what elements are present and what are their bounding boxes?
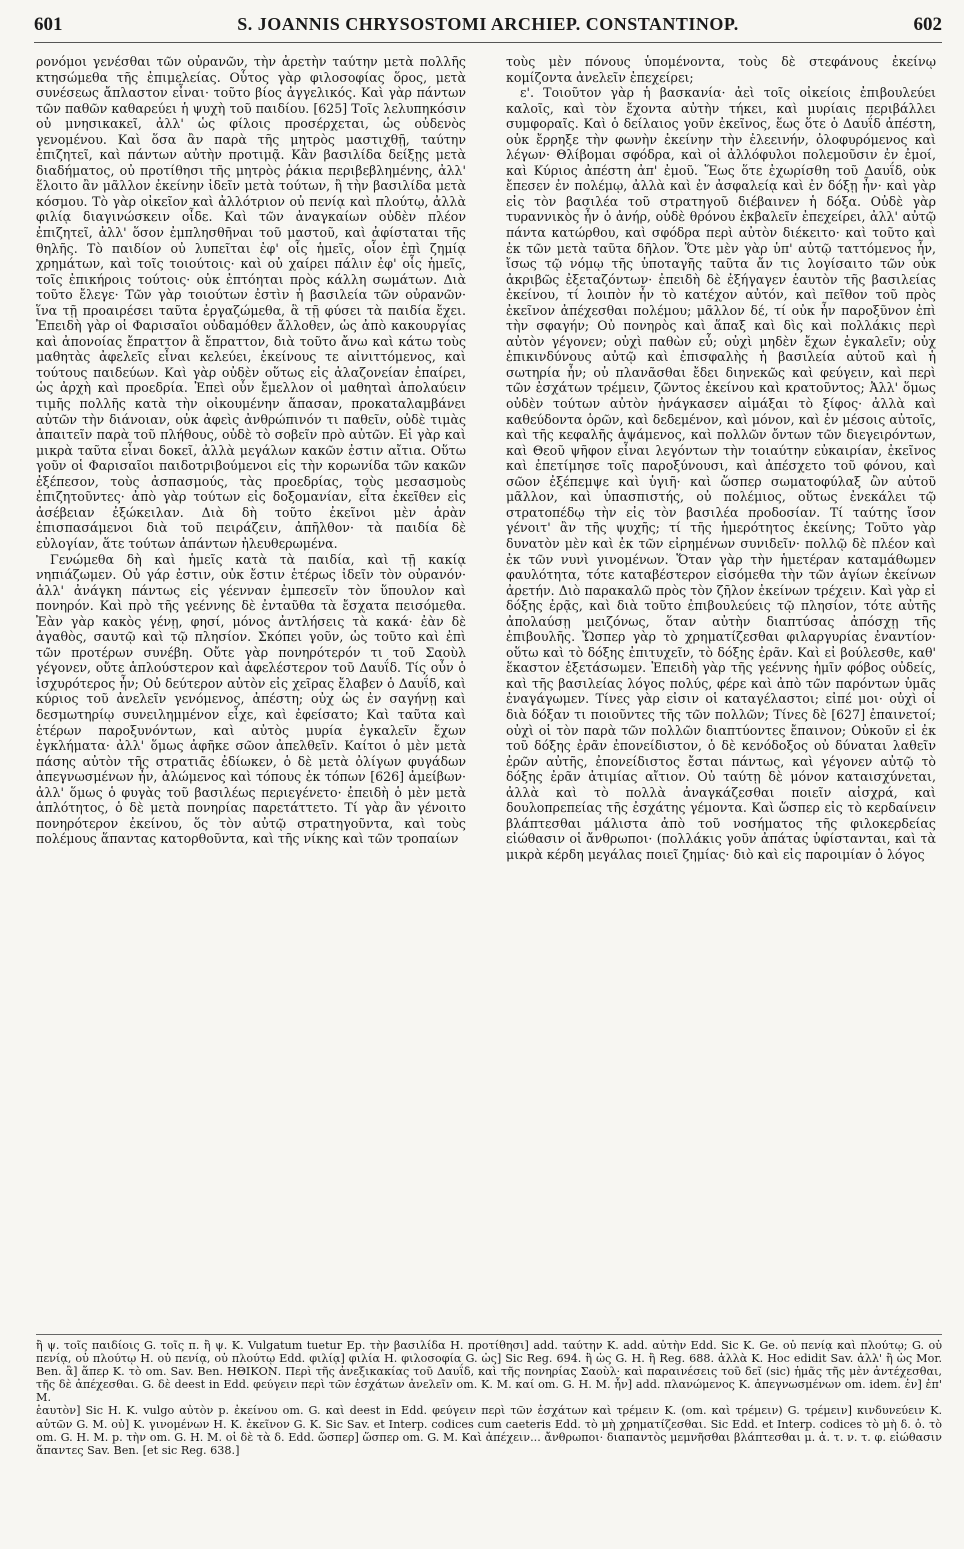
footnote-block-2: ἑαυτὸν] Sic H. K. vulgo αὐτὸν p. ἐκείνου om. G. καὶ deest in Edd. φεύγειν περὶ τῶν ἐσχάτων καὶ τρέμειν K. (om. καὶ τρέμειν) G. τρέμειν] κινδυνεύειν K. αὐτῶν G. M. οὐ] K. γινομένων H. K. ἐκεῖνον G. K. Sic Sav. et Interp. codices cum caeteris Edd. τὸ μὴ χρηματίζεσθαι. Sic Edd. et Interp. codices τὸ μὴ δ. ὁ. τὸ om. G. H. M. p. τὴν om. G. H. M. οἱ δὲ τὰ δ. Edd. ὥσπερ] ὥσπερ om. G. M. Καὶ ἀπέχειν... ἄνθρωποι· διαπαντὸς μεμνῆσθαι βλάπτεσθαι μ. ἀ. τ. ν. τ. φ. εἰώθασιν ἅπαντες Sav. Ben. [et sic Reg. 638.] [36, 1404, 942, 1457]
footnotes [36, 1334, 942, 1457]
page-number-left: 601 [34, 14, 63, 35]
right-paragraph-2: ε'. Τοιοῦτον γὰρ ἡ βασκανία· ἀεὶ τοῖς οἰκείοις ἐπιβουλεύει καλοῖς, καὶ τὸν ἔχοντα αὐτὴν τήκει, καὶ μυρίαις περιβάλλει συμφοραῖς. Καὶ ὁ δείλαιος γοῦν ἐκεῖνος, ἕως ὅτε ὁ Δαυΐδ ἀπέστη, οὐκ ἔρρηξε τὴν φωνὴν ἐκείνην τὴν ἐλεεινήν, ὀλοφυρόμενος καὶ λέγων· Θλίβομαι σφόδρα, καὶ οἱ ἀλλόφυλοι πολεμοῦσιν ἐν ἐμοί, καὶ Κύριος ἀπέστη ἀπ' ἐμοῦ. Ἕως ὅτε ἐχωρίσθη τοῦ Δαυΐδ, οὐκ ἔπεσεν ἐν πολέμῳ, ἀλλὰ καὶ ἐν ἀσφαλείᾳ καὶ ἐν δόξῃ ἦν· καὶ γὰρ εἰς τὸν βασιλέα τοῦ στρατηγοῦ διέβαινεν ἡ δόξα. Οὐδὲ γὰρ τυραννικὸς ἦν ὁ ἀνήρ, οὐδὲ θρόνου ἐκβαλεῖν ἐπεχείρει, ἀλλ' αὐτῷ πάντα κατώρθου, καὶ σφόδρα περὶ αὐτὸν διέκειτο· καὶ τοῦτο καὶ ἐκ τῶν μετὰ ταῦτα δῆλον. Ὅτε μὲν γὰρ ὑπ' αὐτῷ ταττόμενος ἦν, ἴσως τῷ νόμῳ τῆς ὑποταγῆς ταῦτα ἄν τις λογίσαιτο τῶν οὐκ ἀκριβῶς ἐξεταζόντων· ἐπειδὴ δὲ ἐξήγαγεν ἑαυτὸν τῆς βασιλείας ἐκείνου, τί λοιπὸν ἦν τὸ κατέχον αὐτόν, καὶ πεῖθον τοῦ πρὸς ἐκεῖνον ἀπέχεσθαι πολέμου; μᾶλλον δέ, τί οὐκ ἦν παροξῦνον ἐπὶ τὴν σφαγήν; Οὐ πονηρὸς καὶ ἅπαξ καὶ δὶς καὶ πολλάκις περὶ αὐτὸν γέγονεν; οὐχὶ παθὼν εὖ; οὐχὶ μηδὲν ἔχων ἐγκαλεῖν; οὐχ ἐπικινδύνους αὐτῷ καὶ ἐπισφαλὴς ἡ βασιλεία αὐτοῦ καὶ ἡ σωτηρία ἦν; οὐ πλανᾶσθαι ἔδει διηνεκῶς καὶ φεύγειν, καὶ περὶ τῶν ἐσχάτων τρέμειν, ζῶντος ἐκείνου καὶ κρατοῦντος; Ἀλλ' ὅμως οὐδὲν τούτων αὐτὸν ἠνάγκασεν αἱμάξαι τὸ ξίφος· ἀλλὰ καὶ καθεύδοντα ὁρῶν, καὶ δεδεμένον, καὶ μόνον, καὶ ἐν μέσοις αὐτοῖς, καὶ τῆς κεφαλῆς ἁψάμενος, καὶ πολλῶν ὄντων τῶν διεγειρόντων, καὶ Θεοῦ ψῆφον εἶναι λεγόντων τὴν τοιαύτην εὐκαιρίαν, ἐκεῖνος καὶ ἐπετίμησε τοῖς παροξύνουσι, καὶ ἀπέσχετο τοῦ φόνου, καὶ σῶον ἐξέπεμψε καὶ ὑγιῆ· καὶ ὥσπερ σωματοφύλαξ ὢν αὐτοῦ μᾶλλον, καὶ ὑπασπιστής, οὐ πολέμιος, οὕτως ἐνεκάλει τῷ στρατοπέδῳ τὴν εἰς τὸν βασιλέα προδοσίαν. Τί ταύτης ἴσον γένοιτ' ἂν τῆς ψυχῆς; τί τῆς ἡμερότητος ἐκείνης; Τοῦτο γὰρ δυνατὸν μὲν καὶ ἐκ τῶν εἰρημένων συνιδεῖν· πολλῷ δὲ πλέον καὶ ἐκ τῶν νυνὶ γινομένων. Ὅταν γὰρ τὴν ἡμετέραν καταμάθωμεν φαυλότητα, τότε καταβέστερον εἰσόμεθα τὴν τῶν ἁγίων ἐκείνων ἀρετήν. Διὸ παρακαλῶ πρὸς τὸν ζῆλον ἐκείνων τρέχειν. Καὶ γὰρ εἰ δόξης ἐρᾷς, καὶ διὰ τοῦτο ἐπιβουλεύεις τῷ πλησίον, τότε αὐτῆς ἀπολαύσῃ μειζόνως, ὅταν αὐτὴν διαπτύσας ἀπόσχῃ τῆς ἐπιβουλῆς. Ὥσπερ γὰρ τὸ χρηματίζεσθαι φιλαργυρίας ἐναντίον· οὕτω καὶ τὸ δόξης ἐπιτυχεῖν, τὸ δόξης ἐρᾶν. Καὶ εἰ βούλεσθε, καθ' ἕκαστον ἐξετάσωμεν. Ἐπειδὴ γὰρ τῆς γεέννης ἡμῖν φόβος οὐδείς, καὶ τῆς βασιλείας λόγος πολύς, φέρε καὶ ἀπὸ τῶν παρόντων ὑμᾶς ἐναγάγωμεν. Τίνες γὰρ εἰσιν οἱ καταγέλαστοι; εἰπέ μοι· οὐχὶ οἱ διὰ δόξαν τι ποιοῦντες τῆς τῶν πολλῶν; Τίνες δὲ [627] ἐπαινετοί; οὐχὶ οἱ τὸν παρὰ τῶν πολλῶν διαπτύοντες ἔπαινον; Οὐκοῦν εἰ ἐκ τοῦ δόξης ἐρᾶν ἐπονείδιστον, ὁ δὲ κενόδοξος οὐ δύναται λαθεῖν ἐρῶν αὐτῆς, ἐπονείδιστος ἔσται πάντως, καὶ γέγονεν αὐτῷ τὸ δόξης ἐρᾶν ἀτιμίας αἴτιον. Οὐ ταύτῃ δὲ μόνον καταισχύνεται, ἀλλὰ καὶ τὸ πολλὰ ἀναγκάζεσθαι ποιεῖν αἰσχρά, καὶ δουλοπρεπείας τῆς ἐσχάτης γέμοντα. Καὶ ὥσπερ εἰς τὸ κερδαίνειν βλάπτεσθαι μάλιστα ἀπὸ τοῦ νοσήματος τῆς φιλοκερδείας εἰώθασιν οἱ ἄνθρωποι· (πολλάκις γοῦν ἀπάτας ὑφίστανται, καὶ τὰ μικρὰ κέρδη μεγάλας ποιεῖ ζημίας· διὸ καὶ εἰς παροιμίαν ὁ λόγος [506, 85, 936, 862]
left-paragraph-1: ρονόμοι γενέσθαι τῶν οὐρανῶν, τὴν ἀρετὴν ταύτην μετὰ πολλῆς κτησώμεθα τῆς ἐπιμελείας. Οὗτος γὰρ φιλοσοφίας ὅρος, μετὰ συνέσεως ἄπλαστον εἶναι· τοῦτο βίος ἀγγελικός. Καὶ γὰρ πάντων τῶν παθῶν καθαρεύει ἡ ψυχὴ τοῦ παιδίου. [625] Τοῖς λελυπηκόσιν οὐ μνησικακεῖ, ἀλλ' ὡς φίλοις προσέρχεται, ὡς οὐδενὸς γενομένου. Καὶ ὅσα ἂν παρὰ τῆς μητρὸς μαστιχθῇ, ταύτην ἐπιζητεῖ, καὶ πάντων αὐτὴν προτιμᾷ. Κἂν βασιλίδα δείξῃς μετὰ διαδήματος, οὐ προτίθησι τῆς μητρὸς ῥάκια περιβεβλημένης, ἀλλ' ἕλοιτο ἂν μᾶλλον ἐκείνην ἰδεῖν μετὰ τούτων, ἢ τὴν βασιλίδα μετὰ κόσμου. Τὸ γὰρ οἰκεῖον καὶ ἀλλότριον οὐ πενίᾳ καὶ πλούτῳ, ἀλλὰ φιλίᾳ διαγινώσκειν οἶδε. Καὶ τῶν ἀναγκαίων οὐδὲν πλέον ἐπιζητεῖ, ἀλλ' ὅσον ἐμπλησθῆναι τοῦ μαστοῦ, καὶ ἀφίσταται τῆς θηλῆς. Τὸ παιδίον οὐ λυπεῖται ἐφ' οἷς ἡμεῖς, οἷον ἐπὶ ζημίᾳ χρημάτων, καὶ τοῖς τοιούτοις· καὶ οὐ χαίρει πάλιν ἐφ' οἷς ἡμεῖς, τοῖς ἐπικήροις τούτοις· οὐκ ἐπτόηται πρὸς κάλλη σωμάτων. Διὰ τοῦτο ἔλεγε· Τῶν γὰρ τοιούτων ἐστὶν ἡ βασιλεία τῶν οὐρανῶν· ἵνα τῇ προαιρέσει ταῦτα ἐργαζώμεθα, ἃ τῇ φύσει τὰ παιδία ἔχει. Ἐπειδὴ γὰρ οἱ Φαρισαῖοι οὐδαμόθεν ἄλλοθεν, ὡς ἀπὸ κακουργίας καὶ ἀπονοίας ἔπραττον ἃ ἔπραττον, διὰ τοῦτο ἄνω καὶ κάτω τοὺς μαθητὰς ἀφελεῖς εἶναι κελεύει, ἐκείνους τε αἰνιττόμενος, καὶ τούτους παιδεύων. Καὶ γὰρ οὐδὲν οὕτως εἰς ἀλαζονείαν ἐπαίρει, ὡς ἀρχὴ καὶ προεδρία. Ἐπεὶ οὖν ἔμελλον οἱ μαθηταὶ ἀπολαύειν τιμῆς πολλῆς κατὰ τὴν οἰκουμένην ἅπασαν, προκαταλαμβάνει αὐτῶν τὴν διάνοιαν, οὐκ ἀφεὶς ἀνθρώπινόν τι παθεῖν, οὐδὲ τιμὰς ἀπαιτεῖν παρὰ τοῦ πλήθους, οὐδὲ τὸ σοβεῖν πρὸ αὐτῶν. Εἰ γὰρ καὶ μικρὰ ταῦτα εἶναι δοκεῖ, ἀλλὰ μεγάλων κακῶν ἐστιν αἴτια. Οὕτω γοῦν οἱ Φαρισαῖοι παιδοτριβούμενοι εἰς τὴν κορωνίδα τῶν κακῶν ἐξέπεσον, τοὺς ἀσπασμούς, τὰς προεδρίας, τοὺς μεσασμοὺς ἐπιζητοῦντες· ἀπὸ γὰρ τούτων εἰς δοξομανίαν, εἶτα ἐκεῖθεν εἰς ἀσέβειαν ἐξώκειλαν. Διὰ δὴ τοῦτο ἐκεῖνοι μὲν ἀρὰν ἐπισπασάμενοι διὰ τοῦ πειράζειν, ἀπῆλθον· τὰ παιδία δὲ εὐλογίαν, ἅτε τούτων ἁπάντων ἠλευθερωμένα. [36, 54, 466, 551]
left-column [36, 54, 466, 847]
running-header [34, 14, 942, 43]
left-paragraph-2: Γενώμεθα δὴ καὶ ἡμεῖς κατὰ τὰ παιδία, καὶ τῇ κακίᾳ νηπιάζωμεν. Οὐ γάρ ἐστιν, οὐκ ἔστιν ἑτέρως ἰδεῖν τὸν οὐρανόν· ἀλλ' ἀνάγκη πάντως εἰς γέενναν ἐμπεσεῖν τὸν ὕπουλον καὶ πονηρόν. Καὶ πρὸ τῆς γεέννης δὲ ἐνταῦθα τὰ ἔσχατα πεισόμεθα. Ἐὰν γὰρ κακὸς γένῃ, φησί, μόνος ἀντλήσεις τὰ κακά· ἐὰν δὲ ἀγαθὸς, σαυτῷ καὶ τῷ πλησίον. Σκόπει γοῦν, ὡς τοῦτο καὶ ἐπὶ τῶν προτέρων συνέβη. Οὔτε γὰρ πονηρότερόν τι τοῦ Σαοὺλ γέγονεν, οὔτε ἁπλούστερον καὶ ἀφελέστερον τοῦ Δαυΐδ. Τίς οὖν ὁ ἰσχυρότερος ἦν; Οὐ δεύτερον αὐτὸν εἰς χεῖρας ἔλαβεν ὁ Δαυΐδ, καὶ κύριος τοῦ ἀνελεῖν γενόμενος, ἀπέστη; οὐχ ὡς ἐν σαγήνῃ καὶ δεσμωτηρίῳ συνειλημμένον εἶχε, καὶ ἐφείσατο; Καὶ ταῦτα καὶ ἑτέρων παροξυνόντων, καὶ αὐτὸς μυρία ἐγκαλεῖν ἔχων ἐγκλήματα· ἀλλ' ὅμως ἀφῆκε σῶον ἀπελθεῖν. Καίτοι ὁ μὲν μετὰ πάσης αὐτὸν τῆς στρατιᾶς ἐδίωκεν, ὁ δὲ μετὰ ὀλίγων φυγάδων ἀπεγνωσμένων ἦν, ἀλώμενος καὶ τόπους ἐκ τόπων [626] ἀμείβων· ἀλλ' ὅμως ὁ φυγὰς τοῦ βασιλέως περιεγένετο· ἐπειδὴ ὁ μὲν μετὰ ἁπλότητος, ὁ δὲ μετὰ πονηρίας παρετάττετο. Τί γὰρ ἂν γένοιτο πονηρότερον ἐκείνου, ὅς τὸν αὐτῷ στρατηγοῦντα, καὶ τοὺς πολέμους ἅπαντας κατορθοῦντα, καὶ τῆς νίκης καὶ τῶν τροπαίων [36, 551, 466, 847]
running-title: S. JOANNIS CHRYSOSTOMI ARCHIEP. CONSTANTINOP. [237, 14, 739, 34]
page-number-right: 602 [913, 14, 942, 35]
footnote-block-1: ἢ ψ. τοῖς παιδίοις G. τοῖς π. ἢ ψ. K. Vulgatum tuetur Ep. τὴν βασιλίδα H. προτίθησι] add. ταύτην K. add. αὐτὴν Edd. Sic K. Ge. οὐ πενίᾳ καὶ πλούτῳ; G. οὐ πενίᾳ, οὐ πλούτῳ H. οὐ πενίᾳ, οὐ πλούτῳ Edd. φιλίᾳ] φιλία H. φιλοσοφία G. ὡς] Sic Reg. 694. ἢ ὡς G. H. ἢ Reg. 688. ἀλλὰ K. Hoc edidit Sav. ἀλλ' ἢ ὡς Mor. Ben. ἃ] ἅπερ K. τὸ om. Sav. Ben. ΗΘΙΚΟΝ. Περὶ τῆς ἀνεξικακίας τοῦ Δαυΐδ, καὶ τῆς πονηρίας Σαοὺλ· καὶ παραινέσεις τοῦ δεῖ (sic) ἡμᾶς τῆς μὲν ἀντέχεσθαι, τῆς δὲ ἀπέχεσθαι. G. δὲ deest in Edd. φεύγειν περὶ τῶν ἐσχάτων ἀνελεῖν om. K. M. καί om. G. H. M. ἦν] add. πλανώμενος K. ἀπεγνωσμένων om. idem. ἐν] ἐπ' M. [36, 1339, 942, 1405]
right-column [506, 54, 936, 862]
right-paragraph-1: τοὺς μὲν πόνους ὑπομένοντα, τοὺς δὲ στεφάνους ἐκείνῳ κομίζοντα ἀνελεῖν ἐπεχείρει; [506, 54, 936, 85]
